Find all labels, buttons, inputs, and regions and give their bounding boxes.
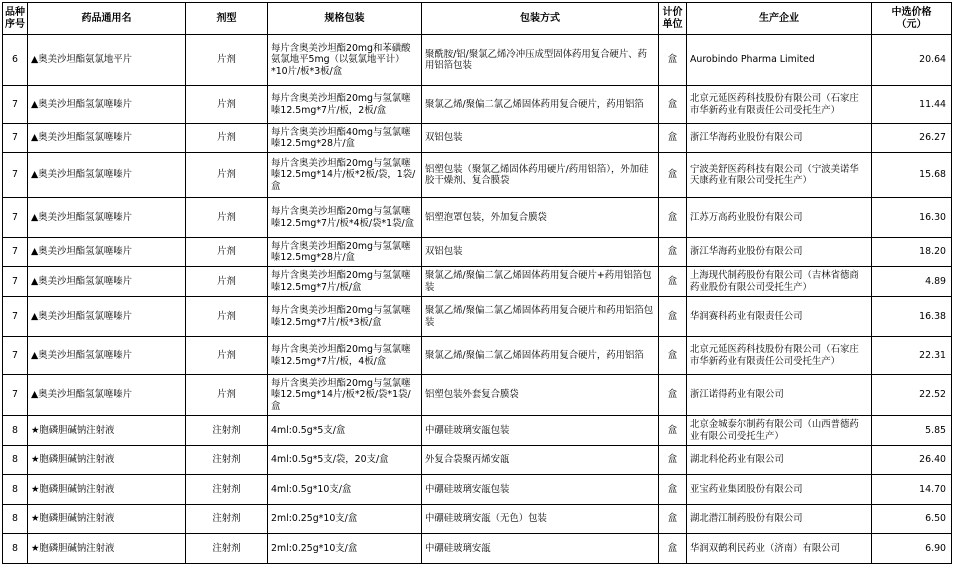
table-row [3, 86, 952, 124]
cell-form: 片剂 [186, 35, 268, 86]
header-form: 剂型 [186, 3, 268, 35]
procurement-table [2, 2, 952, 564]
cell-seq: 7 [3, 238, 28, 267]
cell-form: 片剂 [186, 153, 268, 198]
cell-pack: 铝塑包装（聚氯乙烯固体药用硬片/药用铝箔），外加硅胶干燥剂、复合膜袋 [422, 153, 659, 198]
table-row [3, 475, 952, 505]
cell-unit: 盒 [659, 153, 687, 198]
cell-form: 注射剂 [186, 534, 268, 564]
table-row [3, 505, 952, 534]
cell-spec: 每片含奥美沙坦酯20mg和苯磺酸氨氯地平5mg（以氨氯地平计）*10片/板*3板/盒 [268, 35, 422, 86]
cell-spec: 每片含奥美沙坦酯20mg与氢氯噻嗪12.5mg*14片/板*2板/袋，1袋/盒 [268, 153, 422, 198]
cell-seq: 7 [3, 198, 28, 238]
table-row [3, 375, 952, 416]
cell-price: 20.64 [872, 35, 952, 86]
cell-name: ★胞磷胆碱钠注射液 [28, 446, 186, 475]
cell-form: 片剂 [186, 375, 268, 416]
cell-pack: 双铝包装 [422, 124, 659, 153]
table-row [3, 35, 952, 86]
cell-unit: 盒 [659, 35, 687, 86]
header-name: 药品通用名 [28, 3, 186, 35]
cell-seq: 7 [3, 124, 28, 153]
cell-form: 片剂 [186, 124, 268, 153]
cell-pack: 中硼硅玻璃安瓿包装 [422, 416, 659, 446]
cell-pack: 双铝包装 [422, 238, 659, 267]
cell-price: 26.27 [872, 124, 952, 153]
cell-unit: 盒 [659, 534, 687, 564]
cell-seq: 7 [3, 375, 28, 416]
cell-unit: 盒 [659, 267, 687, 297]
cell-maker: 北京元延医药科技股份有限公司（石家庄市华新药业有限责任公司受托生产） [687, 337, 872, 375]
cell-name: ▲奥美沙坦酯氢氯噻嗪片 [28, 375, 186, 416]
cell-spec: 每片含奥美沙坦酯20mg与氢氯噻嗪12.5mg*7片/板，2板/盒 [268, 86, 422, 124]
cell-maker: 浙江华海药业股份有限公司 [687, 124, 872, 153]
cell-form: 片剂 [186, 267, 268, 297]
cell-pack: 聚氯乙烯/聚偏二氯乙烯固体药用复合硬片，药用铝箔 [422, 86, 659, 124]
header-row [3, 3, 952, 35]
cell-seq: 7 [3, 337, 28, 375]
cell-price: 22.52 [872, 375, 952, 416]
cell-pack: 聚氯乙烯/聚偏二氯乙烯固体药用复合硬片+药用铝箔包装 [422, 267, 659, 297]
cell-maker: 湖北科伦药业有限公司 [687, 446, 872, 475]
cell-name: ▲奥美沙坦酯氢氯噻嗪片 [28, 267, 186, 297]
cell-seq: 8 [3, 534, 28, 564]
cell-spec: 每片含奥美沙坦酯20mg与氢氯噻嗪12.5mg*7片/板/盒 [268, 267, 422, 297]
cell-seq: 8 [3, 416, 28, 446]
cell-price: 6.90 [872, 534, 952, 564]
table-row [3, 124, 952, 153]
cell-form: 注射剂 [186, 416, 268, 446]
header-spec: 规格包装 [268, 3, 422, 35]
table-row [3, 446, 952, 475]
cell-maker: 湖北潜江制药股份有限公司 [687, 505, 872, 534]
cell-spec: 每片含奥美沙坦酯20mg与氢氯噻嗪12.5mg*28片/盒 [268, 238, 422, 267]
cell-maker: 华润赛科药业有限责任公司 [687, 297, 872, 337]
cell-maker: 浙江诺得药业有限公司 [687, 375, 872, 416]
cell-maker: Aurobindo Pharma Limited [687, 35, 872, 86]
cell-unit: 盒 [659, 446, 687, 475]
cell-form: 片剂 [186, 337, 268, 375]
cell-form: 注射剂 [186, 446, 268, 475]
cell-name: ▲奥美沙坦酯氢氯噻嗪片 [28, 86, 186, 124]
cell-name: ▲奥美沙坦酯氢氯噻嗪片 [28, 124, 186, 153]
cell-unit: 盒 [659, 86, 687, 124]
cell-pack: 聚氯乙烯/聚偏二氯乙烯固体药用复合硬片，药用铝箔 [422, 337, 659, 375]
cell-price: 4.89 [872, 267, 952, 297]
header-seq: 品种 序号 [3, 3, 28, 35]
cell-pack: 聚氯乙烯/聚偏二氯乙烯固体药用复合硬片和药用铝箔包装 [422, 297, 659, 337]
cell-spec: 每片含奥美沙坦酯20mg与氢氯噻嗪12.5mg*14片/板*2板/袋*1袋/盒 [268, 375, 422, 416]
cell-name: ▲奥美沙坦酯氢氯噻嗪片 [28, 198, 186, 238]
cell-pack: 中硼硅玻璃安瓿 [422, 534, 659, 564]
cell-unit: 盒 [659, 375, 687, 416]
cell-unit: 盒 [659, 337, 687, 375]
header-unit: 计价 单位 [659, 3, 687, 35]
header-price: 中选价格 （元） [872, 3, 952, 35]
cell-price: 18.20 [872, 238, 952, 267]
cell-pack: 中硼硅玻璃安瓿包装 [422, 475, 659, 505]
cell-price: 6.50 [872, 505, 952, 534]
table-row [3, 297, 952, 337]
cell-maker: 北京金城泰尔制药有限公司（山西普德药业有限公司受托生产） [687, 416, 872, 446]
cell-price: 16.38 [872, 297, 952, 337]
cell-maker: 浙江华海药业股份有限公司 [687, 238, 872, 267]
header-pack: 包装方式 [422, 3, 659, 35]
cell-spec: 每片含奥美沙坦酯20mg与氢氯噻嗪12.5mg*7片/板*3板/盒 [268, 297, 422, 337]
cell-form: 片剂 [186, 198, 268, 238]
cell-seq: 7 [3, 153, 28, 198]
cell-unit: 盒 [659, 416, 687, 446]
cell-name: ▲奥美沙坦酯氢氯噻嗪片 [28, 238, 186, 267]
cell-price: 14.70 [872, 475, 952, 505]
cell-unit: 盒 [659, 124, 687, 153]
cell-maker: 上海现代制药股份有限公司（吉林省德商药业股份有限公司受托生产） [687, 267, 872, 297]
cell-pack: 中硼硅玻璃安瓿（无色）包装 [422, 505, 659, 534]
cell-pack: 铝塑包装外套复合膜袋 [422, 375, 659, 416]
cell-maker: 宁波美舒医药科技有限公司（宁波美诺华天康药业有限公司受托生产） [687, 153, 872, 198]
cell-name: ★胞磷胆碱钠注射液 [28, 534, 186, 564]
cell-spec: 每片含奥美沙坦酯20mg与氢氯噻嗪12.5mg*7片/板，4板/盒 [268, 337, 422, 375]
cell-form: 注射剂 [186, 505, 268, 534]
table-row [3, 238, 952, 267]
table-row [3, 534, 952, 564]
cell-name: ★胞磷胆碱钠注射液 [28, 416, 186, 446]
cell-form: 片剂 [186, 238, 268, 267]
cell-name: ▲奥美沙坦酯氢氯噻嗪片 [28, 297, 186, 337]
cell-name: ★胞磷胆碱钠注射液 [28, 505, 186, 534]
table-row [3, 153, 952, 198]
cell-maker: 华润双鹤利民药业（济南）有限公司 [687, 534, 872, 564]
cell-pack: 外复合袋聚丙烯安瓿 [422, 446, 659, 475]
cell-seq: 8 [3, 505, 28, 534]
cell-spec: 4ml:0.5g*5支/袋，20支/盒 [268, 446, 422, 475]
cell-seq: 6 [3, 35, 28, 86]
table-row [3, 337, 952, 375]
cell-seq: 8 [3, 446, 28, 475]
cell-spec: 2ml:0.25g*10支/盒 [268, 505, 422, 534]
table-row [3, 198, 952, 238]
cell-seq: 8 [3, 475, 28, 505]
table-row [3, 267, 952, 297]
cell-spec: 4ml:0.5g*10支/盒 [268, 475, 422, 505]
cell-spec: 每片含奥美沙坦酯20mg与氢氯噻嗪12.5mg*7片/板*4板/袋*1袋/盒 [268, 198, 422, 238]
cell-unit: 盒 [659, 297, 687, 337]
cell-price: 22.31 [872, 337, 952, 375]
cell-price: 26.40 [872, 446, 952, 475]
cell-form: 片剂 [186, 86, 268, 124]
cell-name: ▲奥美沙坦酯氢氯噻嗪片 [28, 337, 186, 375]
header-maker: 生产企业 [687, 3, 872, 35]
table-row [3, 416, 952, 446]
cell-seq: 7 [3, 297, 28, 337]
cell-price: 11.44 [872, 86, 952, 124]
cell-pack: 聚酰胺/铝/聚氯乙烯冷冲压成型固体药用复合硬片、药用铝箔包装 [422, 35, 659, 86]
cell-price: 16.30 [872, 198, 952, 238]
cell-name: ▲奥美沙坦酯氢氯噻嗪片 [28, 153, 186, 198]
cell-form: 注射剂 [186, 475, 268, 505]
cell-unit: 盒 [659, 505, 687, 534]
cell-spec: 每片含奥美沙坦酯40mg与氢氯噻嗪12.5mg*28片/盒 [268, 124, 422, 153]
cell-unit: 盒 [659, 475, 687, 505]
cell-price: 5.85 [872, 416, 952, 446]
cell-unit: 盒 [659, 198, 687, 238]
cell-spec: 4ml:0.5g*5支/盒 [268, 416, 422, 446]
cell-unit: 盒 [659, 238, 687, 267]
cell-seq: 7 [3, 267, 28, 297]
cell-price: 15.68 [872, 153, 952, 198]
cell-spec: 2ml:0.25g*10支/盒 [268, 534, 422, 564]
cell-pack: 铝塑泡罩包装，外加复合膜袋 [422, 198, 659, 238]
cell-name: ▲奥美沙坦酯氨氯地平片 [28, 35, 186, 86]
cell-maker: 北京元延医药科技股份有限公司（石家庄市华新药业有限责任公司受托生产） [687, 86, 872, 124]
cell-maker: 江苏万高药业股份有限公司 [687, 198, 872, 238]
cell-form: 片剂 [186, 297, 268, 337]
cell-name: ★胞磷胆碱钠注射液 [28, 475, 186, 505]
cell-maker: 亚宝药业集团股份有限公司 [687, 475, 872, 505]
cell-seq: 7 [3, 86, 28, 124]
